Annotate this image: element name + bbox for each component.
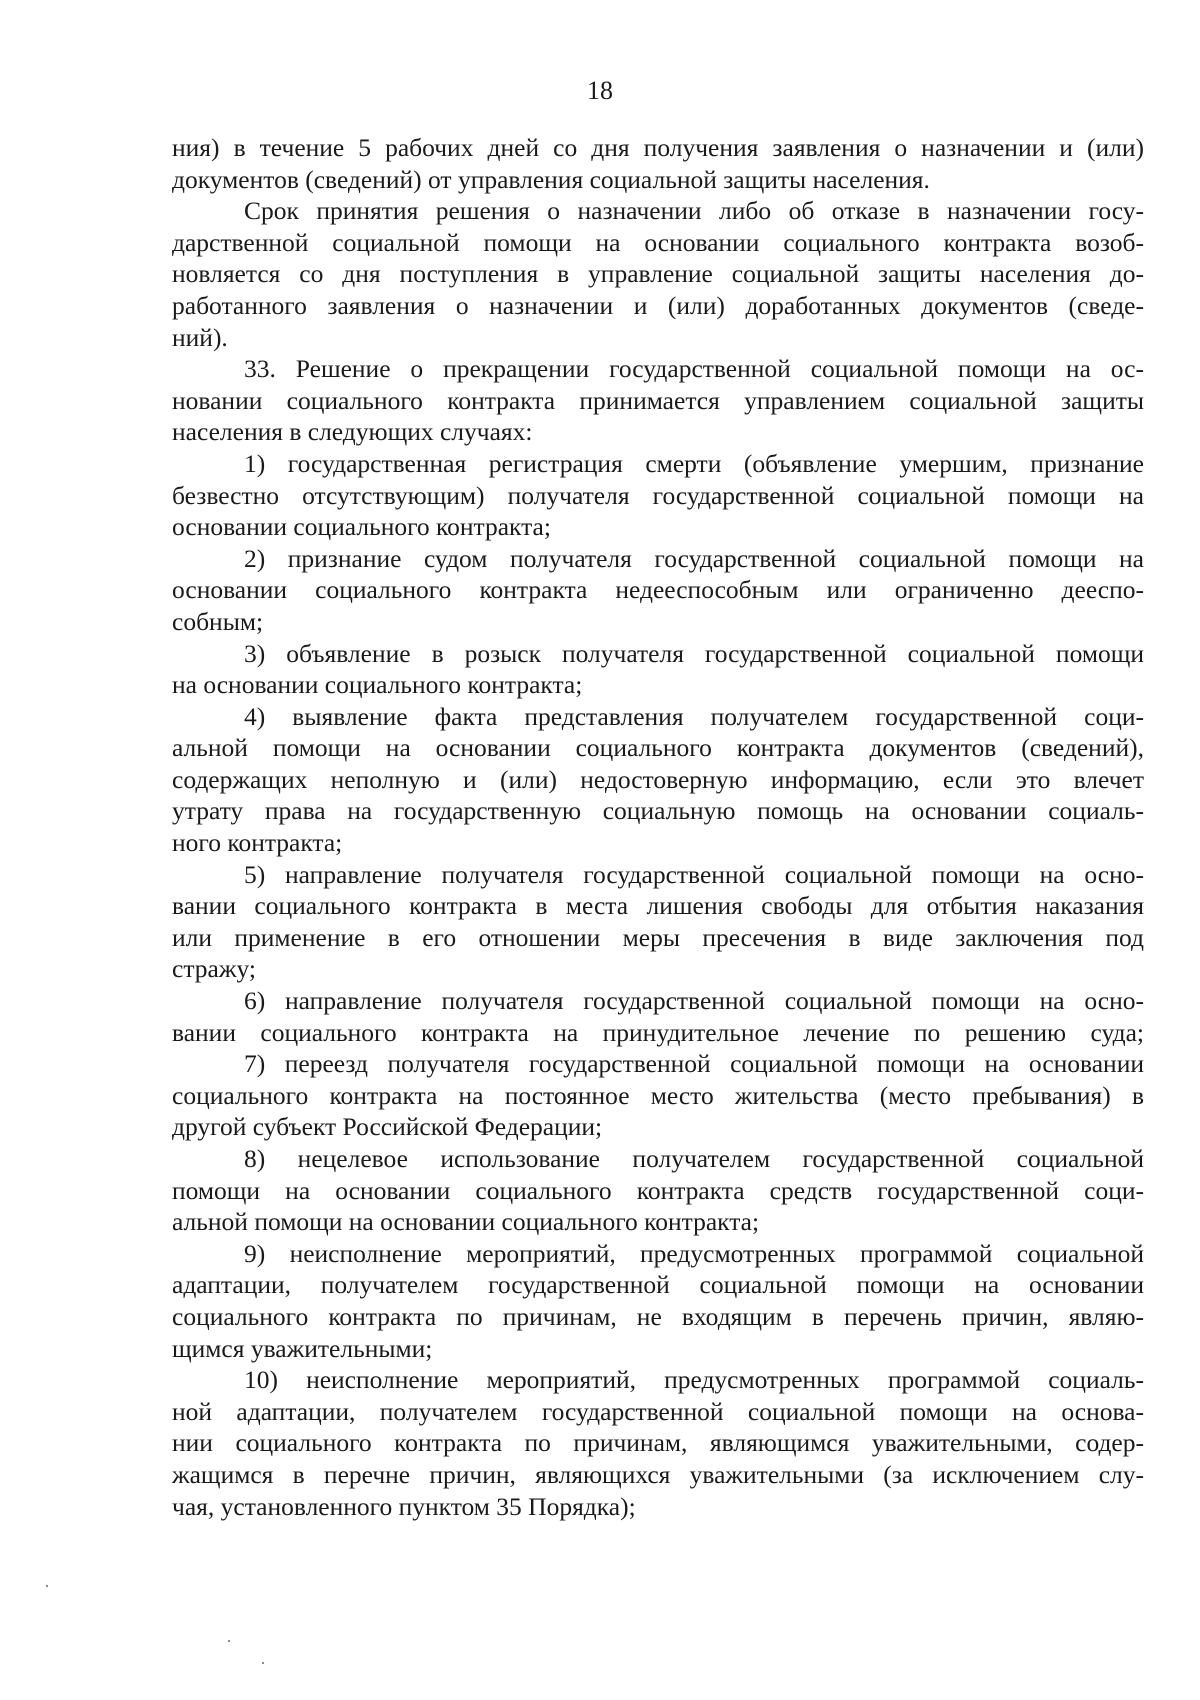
text-line: дарственной социальной помощи на основании социального контракта возоб- bbox=[172, 227, 1144, 257]
text-line: 5) направление получателя государственной социальной помощи на осно- bbox=[244, 859, 1144, 889]
paragraph-4 bbox=[172, 701, 1144, 859]
text-line: адаптации, получателем государственной социальной помощи на основании bbox=[172, 1270, 1144, 1300]
paragraph-8 bbox=[172, 1143, 1144, 1238]
text-line: населения в следующих случаях: bbox=[172, 417, 533, 447]
paragraph-srok bbox=[172, 195, 1144, 353]
paragraph-10 bbox=[172, 1364, 1144, 1522]
text-line: 6) направление получателя государственной социальной помощи на осно- bbox=[244, 986, 1144, 1016]
scan-speck bbox=[262, 1662, 264, 1664]
text-line: нии социального контракта по причинам, являющимся уважительными, содер- bbox=[172, 1428, 1144, 1458]
paragraph-33 bbox=[172, 353, 1144, 448]
paragraph-6 bbox=[172, 985, 1144, 1048]
text-line: содержащих неполную и (или) недостоверную информацию, если это влечет bbox=[172, 764, 1144, 794]
text-line: 8) нецелевое использование получателем государственной социальной bbox=[244, 1144, 1144, 1173]
document-body bbox=[172, 132, 1144, 1522]
text-line: 3) объявление в розыск получателя государственной социальной помощи bbox=[244, 638, 1144, 668]
paragraph-9 bbox=[172, 1238, 1144, 1364]
scan-speck bbox=[228, 1640, 230, 1642]
text-line: альной помощи на основании социального контракта документов (сведений), bbox=[172, 733, 1144, 763]
text-line: 1) государственная регистрация смерти (объявление умершим, признание bbox=[244, 448, 1144, 478]
text-line: основании социального контракта; bbox=[172, 512, 551, 542]
text-line: 2) признание судом получателя государственной социальной помощи на bbox=[244, 543, 1144, 573]
text-line: социального контракта на постоянное место жительства (место пребывания) в bbox=[172, 1080, 1144, 1110]
text-line: 10) неисполнение мероприятий, предусмотренных программой социаль- bbox=[244, 1365, 1144, 1395]
text-line: утрату права на государственную социальную помощь на основании социаль- bbox=[172, 796, 1144, 826]
text-line: альной помощи на основании социального контракта; bbox=[172, 1207, 760, 1237]
text-line: 33. Решение о прекращении государственной социальной помощи на ос- bbox=[244, 354, 1144, 384]
text-line: вании социального контракта на принудительное лечение по решению суда; bbox=[172, 1017, 1144, 1047]
text-line: на основании социального контракта; bbox=[172, 670, 583, 700]
text-line: собным; bbox=[172, 606, 264, 636]
paragraph-5 bbox=[172, 859, 1144, 985]
text-line: вании социального контракта в места лишения свободы для отбытия наказания bbox=[172, 891, 1144, 921]
text-line: новании социального контракта принимается управлением социальной защиты bbox=[172, 385, 1144, 415]
text-line: 7) переезд получателя государственной социальной помощи на основании bbox=[244, 1049, 1144, 1079]
text-line: 9) неисполнение мероприятий, предусмотренных программой социальной bbox=[244, 1238, 1144, 1268]
page-number: 18 bbox=[587, 76, 613, 105]
paragraph-3 bbox=[172, 638, 1144, 701]
text-line: чая, установленного пунктом 35 Порядка); bbox=[172, 1491, 636, 1521]
text-line: ний). bbox=[172, 322, 228, 352]
text-line: Срок принятия решения о назначении либо об отказе в назначении госу- bbox=[244, 196, 1144, 226]
text-line: работанного заявления о назначении и (или) доработанных документов (сведе- bbox=[172, 290, 1144, 320]
paragraph-continuation bbox=[172, 132, 1144, 195]
text-line: ной адаптации, получателем государственной социальной помощи на основа- bbox=[172, 1396, 1144, 1426]
text-line: социального контракта по причинам, не входящим в перечень причин, являю- bbox=[172, 1301, 1144, 1331]
scan-speck bbox=[46, 1585, 48, 1587]
text-line: щимся уважительными; bbox=[172, 1333, 433, 1363]
text-line: другой субъект Российской Федерации; bbox=[172, 1112, 603, 1142]
text-line: основании социального контракта недееспособным или ограниченно дееспо- bbox=[172, 575, 1144, 605]
text-line: безвестно отсутствующим) получателя государственной социальной помощи на bbox=[172, 480, 1144, 510]
text-line: жащимся в перечне причин, являющихся уважительными (за исключением слу- bbox=[172, 1459, 1144, 1489]
text-line: 4) выявление факта представления получателем государственной соци- bbox=[244, 701, 1144, 731]
text-line: стражу; bbox=[172, 954, 256, 984]
text-line: ного контракта; bbox=[172, 828, 343, 858]
text-line: помощи на основании социального контракта средств государственной соци- bbox=[172, 1175, 1144, 1205]
paragraph-2 bbox=[172, 543, 1144, 638]
paragraph-7 bbox=[172, 1048, 1144, 1143]
text-line: новляется со дня поступления в управление социальной защиты населения до- bbox=[172, 259, 1144, 289]
text-line: или применение в его отношении меры пресечения в виде заключения под bbox=[172, 922, 1144, 952]
paragraph-1 bbox=[172, 448, 1144, 543]
text-line: ния) в течение 5 рабочих дней со дня получения заявления о назначении и (или) bbox=[172, 133, 1144, 162]
text-line: документов (сведений) от управления социальной защиты населения. bbox=[172, 164, 930, 194]
